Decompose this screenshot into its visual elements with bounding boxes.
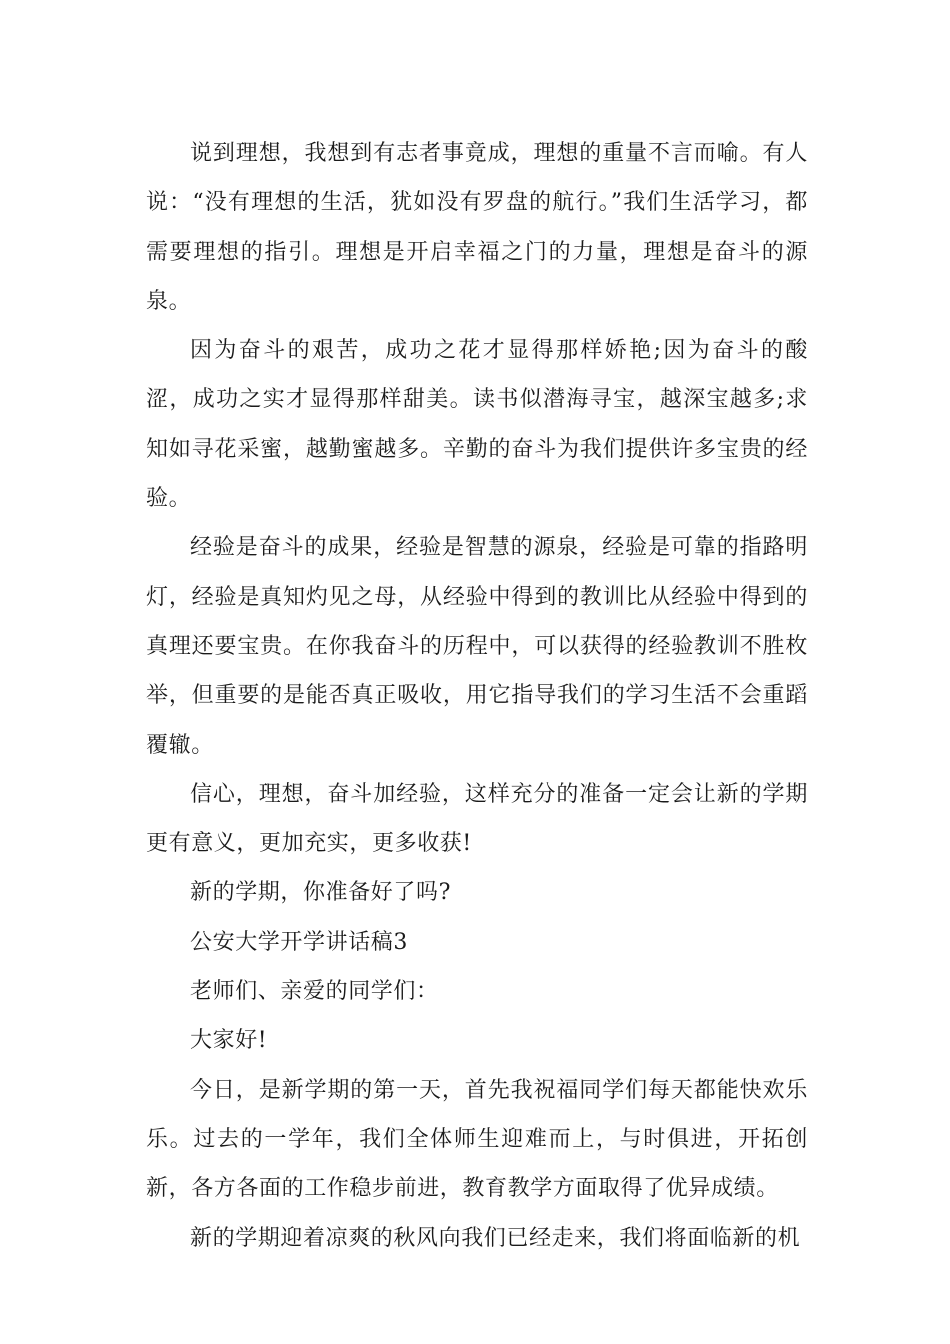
- paragraph-question: 新的学期，你准备好了吗?: [190, 880, 451, 906]
- document-body: [146, 129, 808, 1263]
- section-heading: 公安大学开学讲话稿3: [190, 929, 408, 955]
- paragraph-ideal: 说到理想，我想到有志者事竟成，理想的重量不言而喻。有人说：“没有理想的生活，犹如没有罗盘的航行。”我们生活学习，都需要理想的指引。理想是开启幸福之门的力量，理想是奋斗的源泉。: [146, 141, 808, 314]
- paragraph-first-day: 今日，是新学期的第一天，首先我祝福同学们每天都能快欢乐乐。过去的一学年，我们全体师生迎难而上，与时俱进，开拓创新，各方各面的工作稳步前进，教育教学方面取得了优异成绩。: [146, 1077, 808, 1202]
- paragraph-struggle: 因为奋斗的艰苦，成功之花才显得那样娇艳;因为奋斗的酸涩，成功之实才显得那样甜美。读书似潜海寻宝，越深宝越多;求知如寻花采蜜，越勤蜜越多。辛勤的奋斗为我们提供许多宝贵的经验。: [146, 338, 808, 512]
- greeting: 大家好!: [190, 1028, 268, 1054]
- paragraph-experience: 经验是奋斗的成果，经验是智慧的源泉，经验是可靠的指路明灯，经验是真知灼见之母，从经验中得到的教训比从经验中得到的真理还要宝贵。在你我奋斗的历程中，可以获得的经验教训不胜枚举，但重要的是能否真正吸收，用它指导我们的学习生活不会重蹈覆辙。: [146, 535, 808, 758]
- paragraph-confidence: 信心，理想，奋斗加经验，这样充分的准备一定会让新的学期更有意义，更加充实，更多收获!: [146, 781, 808, 857]
- salutation: 老师们、亲爱的同学们：: [190, 979, 439, 1005]
- paragraph-new-semester: 新的学期迎着凉爽的秋风向我们已经走来，我们将面临新的机: [190, 1225, 801, 1251]
